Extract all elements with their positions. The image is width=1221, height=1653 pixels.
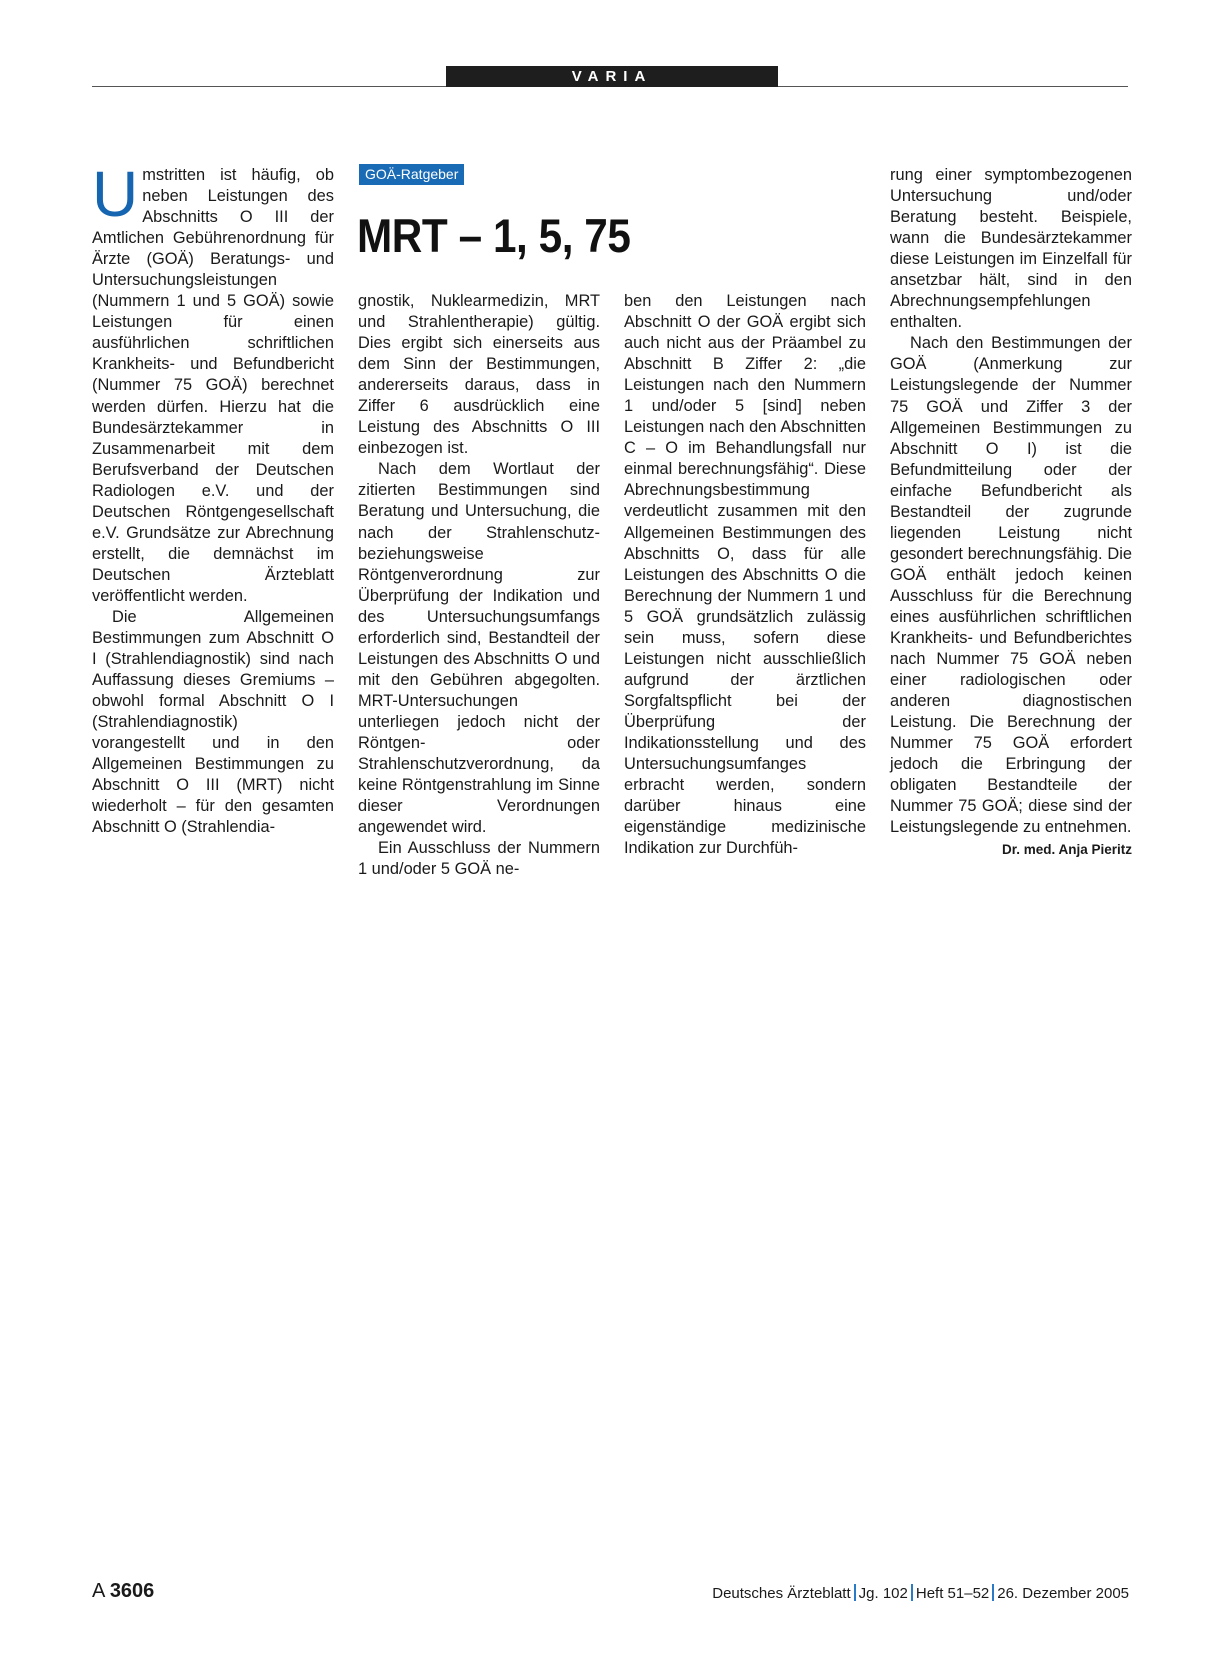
column-3 [624,291,866,859]
paragraph-5 [890,333,1132,857]
column-1 [92,158,334,839]
journal-name: Deutsches Ärzteblatt [712,1585,851,1602]
column-4 [890,165,1132,860]
section-label: VARIA [446,66,778,87]
paragraph-4-part-1: Ein Ausschluss der Nummern 1 und/oder 5 GOÄ ne- [358,839,600,879]
paragraph-3: Nach dem Wortlaut der zitierten Bestimmungen sind Beratung und Untersuchung, die nach der Strahlenschutz- beziehungsweise Röntgenverordnung zur Überprüfung der Indikation und des Untersuchungsumfangs erforderlich sind, Bestandteil der Leistungen des Abschnitts O und mit den Gebühren abgegolten. MRT-Untersuchungen unterliegen jedoch nicht der Röntgen- oder Strahlenschutzverordnung, da keine Röntgenstrahlung im Sinne dieser Verordnungen angewendet wird. [358,460,600,837]
journal-volume: Jg. 102 [858,1585,908,1602]
journal-date: 26. Dezember 2005 [997,1585,1129,1602]
kicker-label: GOÄ-Ratgeber [359,164,464,185]
column-2 [358,291,600,880]
paragraph-4-part-3: rung einer symptombezogenen Untersuchung und/oder Beratung besteht. Beispiele, wann die Bundesärztekammer diese Leistungen im Einzelfall für ansetzbar hält, sind in den Abrechnungsempfehlungen enthalten. [890,166,1132,332]
headline: MRT – 1, 5, 75 [357,209,631,262]
separator [911,1584,913,1601]
page-number-value: 3606 [109,1580,155,1602]
journal-issue: Heft 51–52 [915,1585,990,1602]
author-signature: Dr. med. Anja Pieritz [1001,841,1132,857]
journal-info [712,1584,1129,1602]
separator [992,1584,994,1601]
paragraph-2-part-2: gnostik, Nuklearmedizin, MRT und Strahlentherapie) gültig. Dies ergibt sich einerseits aus dem Sinn der Bestimmungen, andererseits daraus, dass in Ziffer 6 ausdrücklich eine Leistung des Abschnitts O III einbezogen ist. [358,292,600,458]
separator [854,1584,856,1601]
paragraph-intro [92,158,334,607]
paragraph-4-part-2: ben den Leistungen nach Abschnitt O der GOÄ ergibt sich auch nicht aus der Präambel zu Abschnitt B Ziffer 2: „die Leistungen nach den Nummern 1 und/oder 5 [sind] neben Leistungen nach den Abschnitten C – O im Behandlungsfall nur einmal berechnungsfähig“. Diese Abrechnungsbestimmung verdeutlicht zusammen mit den Allgemeinen Bestimmungen des Abschnitts O, dass für alle Leistungen des Abschnitts O die Berechnung der Nummern 1 und 5 GOÄ grundsätzlich zulässig sein muss, sofern diese Leistungen nicht ausschließlich aufgrund der ärztlichen Sorgfaltspflicht bei der Überprüfung der Indikationsstellung und des Untersuchungsumfanges erbracht werden, sondern darüber hinaus eine eigenständige medizinische Indikation zur Durchfüh- [624,292,866,858]
paragraph-2-part-1: Die Allgemeinen Bestimmungen zum Abschnitt O I (Strahlendiagnostik) sind nach Auffassung dieses Gremiums – obwohl formal Abschnitt O I (Strahlendiagnostik) vorangestellt und in den Allgemeinen Bestimmungen zu Abschnitt O III (MRT) nicht wiederholt – für den gesamten Abschnitt O (Strahlendia- [92,607,334,837]
page-prefix: A [92,1580,105,1602]
paragraph-5-text: Nach den Bestimmungen der GOÄ (Anmerkung zur Leistungslegende der Nummer 75 GOÄ und Ziffer 3 der Allgemeinen Bestimmungen zu Abschnitt O I) ist die Befundmitteilung oder der einfache Befundbericht als Bestandteil der zugrunde liegenden Leistung nicht gesondert berechnungsfähig. Die GOÄ enthält jedoch keinen Ausschluss für die Berechnung eines ausführlichen schriftlichen Krankheits- und Befundberichtes nach Nummer 75 GOÄ neben einer radiologischen oder anderen diagnostischen Leistung. Die Berechnung der Nummer 75 GOÄ erfordert jedoch die Erbringung der obligaten Bestandteile der Nummer 75 GOÄ; diese sind der Leistungslegende zu entnehmen. [890,334,1132,837]
intro-text: mstritten ist häufig, ob neben Leistungen des Abschnitts O III der Amtlichen Gebührenordnung für Ärzte (GOÄ) Beratungs- und Untersuchungsleistungen (Nummern 1 und 5 GOÄ) sowie Leistungen für einen ausführlichen schriftlichen Krankheits- und Befundbericht (Nummer 75 GOÄ) berechnet werden dürfen. Hierzu hat die Bundesärztekammer in Zusammenarbeit mit dem Berufsverband der Deutschen Radiologen e.V. und der Deutschen Röntgengesellschaft e.V. Grundsätze zur Abrechnung erstellt, die demnächst im Deutschen Ärzteblatt veröffentlicht werden. [92,166,334,605]
drop-cap: U [92,158,139,230]
page-number [92,1580,154,1603]
